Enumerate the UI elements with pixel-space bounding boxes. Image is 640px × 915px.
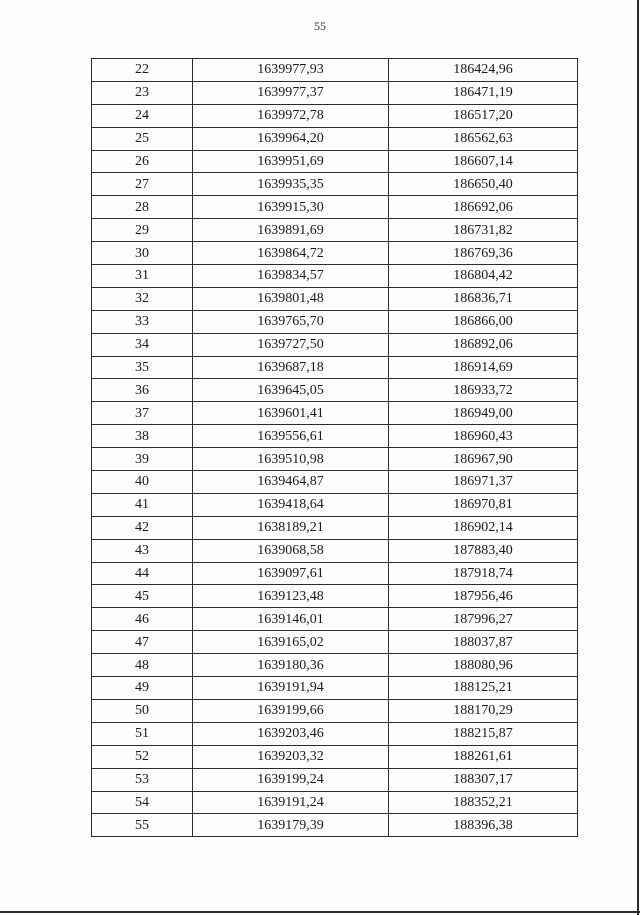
table-row	[92, 242, 578, 265]
y-coordinate-cell: 186949,00	[389, 402, 578, 425]
table-row	[92, 677, 578, 700]
y-coordinate-cell: 186562,63	[389, 127, 578, 150]
x-coordinate-cell: 1639645,05	[193, 379, 389, 402]
point-number-cell: 34	[92, 333, 193, 356]
y-coordinate-cell: 188125,21	[389, 677, 578, 700]
table-row	[92, 722, 578, 745]
x-coordinate-cell: 1639203,32	[193, 745, 389, 768]
x-coordinate-cell: 1639935,35	[193, 173, 389, 196]
table-row	[92, 699, 578, 722]
point-number-cell: 53	[92, 768, 193, 791]
y-coordinate-cell: 186970,81	[389, 493, 578, 516]
table-row	[92, 471, 578, 494]
table-row	[92, 173, 578, 196]
point-number-cell: 55	[92, 814, 193, 837]
table-row	[92, 310, 578, 333]
x-coordinate-cell: 1639180,36	[193, 654, 389, 677]
coordinates-table	[91, 58, 578, 837]
x-coordinate-cell: 1639097,61	[193, 562, 389, 585]
x-coordinate-cell: 1639972,78	[193, 104, 389, 127]
x-coordinate-cell: 1639179,39	[193, 814, 389, 837]
point-number-cell: 40	[92, 471, 193, 494]
y-coordinate-cell: 186960,43	[389, 425, 578, 448]
table-row	[92, 219, 578, 242]
coordinates-table-body	[92, 59, 578, 837]
x-coordinate-cell: 1639418,64	[193, 493, 389, 516]
y-coordinate-cell: 186836,71	[389, 287, 578, 310]
y-coordinate-cell: 187996,27	[389, 608, 578, 631]
x-coordinate-cell: 1639123,48	[193, 585, 389, 608]
x-coordinate-cell: 1639510,98	[193, 448, 389, 471]
x-coordinate-cell: 1639765,70	[193, 310, 389, 333]
point-number-cell: 45	[92, 585, 193, 608]
table-row	[92, 745, 578, 768]
x-coordinate-cell: 1639601,41	[193, 402, 389, 425]
y-coordinate-cell: 187883,40	[389, 539, 578, 562]
x-coordinate-cell: 1639556,61	[193, 425, 389, 448]
point-number-cell: 22	[92, 59, 193, 82]
point-number-cell: 24	[92, 104, 193, 127]
x-coordinate-cell: 1639191,24	[193, 791, 389, 814]
point-number-cell: 33	[92, 310, 193, 333]
table-row	[92, 356, 578, 379]
x-coordinate-cell: 1639951,69	[193, 150, 389, 173]
y-coordinate-cell: 186650,40	[389, 173, 578, 196]
point-number-cell: 36	[92, 379, 193, 402]
y-coordinate-cell: 186971,37	[389, 471, 578, 494]
table-row	[92, 448, 578, 471]
y-coordinate-cell: 186769,36	[389, 242, 578, 265]
y-coordinate-cell: 186866,00	[389, 310, 578, 333]
table-row	[92, 814, 578, 837]
table-row	[92, 379, 578, 402]
point-number-cell: 43	[92, 539, 193, 562]
point-number-cell: 51	[92, 722, 193, 745]
y-coordinate-cell: 186607,14	[389, 150, 578, 173]
point-number-cell: 23	[92, 81, 193, 104]
point-number-cell: 30	[92, 242, 193, 265]
table-row	[92, 150, 578, 173]
table-row	[92, 287, 578, 310]
x-coordinate-cell: 1639727,50	[193, 333, 389, 356]
x-coordinate-cell: 1639864,72	[193, 242, 389, 265]
x-coordinate-cell: 1639199,24	[193, 768, 389, 791]
table-row	[92, 104, 578, 127]
page-number: 55	[314, 19, 326, 33]
y-coordinate-cell: 188215,87	[389, 722, 578, 745]
x-coordinate-cell: 1639915,30	[193, 196, 389, 219]
y-coordinate-cell: 186517,20	[389, 104, 578, 127]
table-row	[92, 402, 578, 425]
point-number-cell: 47	[92, 631, 193, 654]
point-number-cell: 42	[92, 516, 193, 539]
y-coordinate-cell: 186471,19	[389, 81, 578, 104]
table-row	[92, 425, 578, 448]
y-coordinate-cell: 188037,87	[389, 631, 578, 654]
y-coordinate-cell: 186892,06	[389, 333, 578, 356]
point-number-cell: 31	[92, 265, 193, 288]
point-number-cell: 52	[92, 745, 193, 768]
x-coordinate-cell: 1639165,02	[193, 631, 389, 654]
x-coordinate-cell: 1639203,46	[193, 722, 389, 745]
x-coordinate-cell: 1639199,66	[193, 699, 389, 722]
x-coordinate-cell: 1638189,21	[193, 516, 389, 539]
table-row	[92, 562, 578, 585]
point-number-cell: 39	[92, 448, 193, 471]
table-row	[92, 196, 578, 219]
table-row	[92, 608, 578, 631]
y-coordinate-cell: 188170,29	[389, 699, 578, 722]
point-number-cell: 26	[92, 150, 193, 173]
table-row	[92, 333, 578, 356]
point-number-cell: 32	[92, 287, 193, 310]
point-number-cell: 38	[92, 425, 193, 448]
table-row	[92, 654, 578, 677]
point-number-cell: 25	[92, 127, 193, 150]
y-coordinate-cell: 187956,46	[389, 585, 578, 608]
x-coordinate-cell: 1639464,87	[193, 471, 389, 494]
scan-edge-right	[637, 0, 639, 915]
table-row	[92, 493, 578, 516]
x-coordinate-cell: 1639834,57	[193, 265, 389, 288]
table-row	[92, 127, 578, 150]
y-coordinate-cell: 186692,06	[389, 196, 578, 219]
y-coordinate-cell: 186731,82	[389, 219, 578, 242]
point-number-cell: 37	[92, 402, 193, 425]
point-number-cell: 27	[92, 173, 193, 196]
point-number-cell: 49	[92, 677, 193, 700]
x-coordinate-cell: 1639191,94	[193, 677, 389, 700]
y-coordinate-cell: 187918,74	[389, 562, 578, 585]
table-row	[92, 768, 578, 791]
y-coordinate-cell: 188261,61	[389, 745, 578, 768]
y-coordinate-cell: 186902,14	[389, 516, 578, 539]
point-number-cell: 54	[92, 791, 193, 814]
point-number-cell: 29	[92, 219, 193, 242]
x-coordinate-cell: 1639891,69	[193, 219, 389, 242]
table-row	[92, 81, 578, 104]
x-coordinate-cell: 1639068,58	[193, 539, 389, 562]
y-coordinate-cell: 186424,96	[389, 59, 578, 82]
point-number-cell: 46	[92, 608, 193, 631]
point-number-cell: 44	[92, 562, 193, 585]
table-row	[92, 631, 578, 654]
y-coordinate-cell: 188080,96	[389, 654, 578, 677]
y-coordinate-cell: 186914,69	[389, 356, 578, 379]
x-coordinate-cell: 1639964,20	[193, 127, 389, 150]
table-row	[92, 59, 578, 82]
point-number-cell: 35	[92, 356, 193, 379]
x-coordinate-cell: 1639977,93	[193, 59, 389, 82]
table-row	[92, 791, 578, 814]
x-coordinate-cell: 1639146,01	[193, 608, 389, 631]
y-coordinate-cell: 188396,38	[389, 814, 578, 837]
point-number-cell: 28	[92, 196, 193, 219]
point-number-cell: 50	[92, 699, 193, 722]
y-coordinate-cell: 186804,42	[389, 265, 578, 288]
x-coordinate-cell: 1639687,18	[193, 356, 389, 379]
y-coordinate-cell: 188307,17	[389, 768, 578, 791]
x-coordinate-cell: 1639801,48	[193, 287, 389, 310]
point-number-cell: 48	[92, 654, 193, 677]
table-row	[92, 585, 578, 608]
table-row	[92, 265, 578, 288]
table-row	[92, 539, 578, 562]
x-coordinate-cell: 1639977,37	[193, 81, 389, 104]
scan-edge-bottom	[0, 911, 640, 913]
point-number-cell: 41	[92, 493, 193, 516]
y-coordinate-cell: 186933,72	[389, 379, 578, 402]
y-coordinate-cell: 186967,90	[389, 448, 578, 471]
table-row	[92, 516, 578, 539]
y-coordinate-cell: 188352,21	[389, 791, 578, 814]
